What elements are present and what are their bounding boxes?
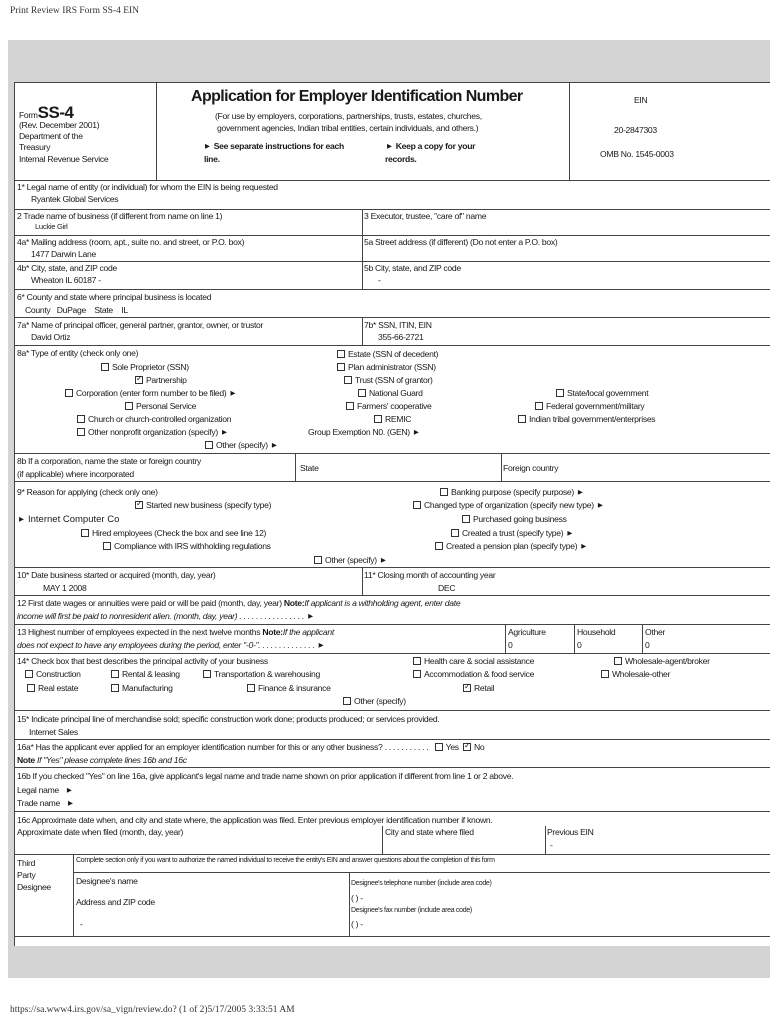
arrow-icon: ▶ <box>581 542 586 550</box>
arrow-icon: ▶ <box>413 428 419 436</box>
line8b-label-2: (if applicable) where incorporated <box>17 469 134 479</box>
created-trust-label: Created a trust (specify type) <box>462 528 564 538</box>
activity-other-checkbox[interactable] <box>343 697 351 705</box>
other-employees-cell <box>642 625 770 653</box>
officer-ssn-value: 355-66-2721 <box>378 332 424 342</box>
line7a-cell <box>15 318 362 345</box>
form-word: Form <box>19 110 38 120</box>
line-16a <box>15 740 770 768</box>
form-header <box>15 83 770 181</box>
pension-plan-checkbox[interactable] <box>435 542 443 550</box>
designee-side-2: Party <box>17 870 36 880</box>
incorporation-state-cell <box>295 454 501 481</box>
line10-cell <box>15 568 362 595</box>
compliance-label: Compliance with IRS withholding regulations <box>114 541 271 551</box>
arrow-icon: ▶ <box>230 389 236 397</box>
designee-side-1: Third <box>17 858 36 868</box>
sole-proprietor-checkbox[interactable] <box>101 363 109 371</box>
national-guard-checkbox[interactable] <box>358 389 366 397</box>
form-title: Application for Employer Identification Number <box>191 88 523 105</box>
line-10-11 <box>15 568 770 596</box>
trade-name-label: Trade name <box>17 798 61 808</box>
tribal-gov-label: Indian tribal government/enterprises <box>529 414 656 424</box>
line13-text-1b: If the applicant <box>282 627 334 637</box>
sole-proprietor-label: Sole Proprietor (SSN) <box>112 362 189 372</box>
line12-note: Note: <box>283 598 305 608</box>
personal-service-label: Personal Service <box>136 401 197 411</box>
line11-cell <box>362 568 770 595</box>
group-exemption-label: Group Exemption N0. (GEN) <box>308 427 410 437</box>
arrow-icon: ▶ <box>380 556 386 564</box>
entity-other-checkbox[interactable] <box>205 441 213 449</box>
line13-text-2: does not expect to have any employees during the period, enter "-0-". . . . . . . . . . . . . . <box>17 640 315 650</box>
finance-insurance-checkbox[interactable] <box>247 684 255 692</box>
line8b-label-1: 8b If a corporation, name the state or foreign country <box>17 456 201 466</box>
construction-label: Construction <box>36 669 81 679</box>
browser-footer-url: https://sa.www4.irs.gov/sa_vign/review.do? (1 of 2)5/17/2005 3:33:51 AM <box>10 1005 295 1015</box>
line14-label: 14* Check box that best describes the principal activity of your business <box>17 656 268 666</box>
line4b-label: 4b* City, state, and ZIP code <box>17 263 117 273</box>
transportation-checkbox[interactable] <box>203 670 211 678</box>
trust-label: Trust (SSN of grantor) <box>355 375 433 385</box>
line12-text-1b: If applicant is a withholding agent, enter date <box>304 598 461 608</box>
designee-side-3: Designee <box>17 882 51 892</box>
designee-phone-value: ( ) - <box>351 893 363 903</box>
remic-label: REMIC <box>385 414 412 424</box>
designee-content <box>73 855 770 936</box>
line-12 <box>15 596 770 625</box>
previous-ein-cell <box>545 826 594 854</box>
arrow-icon: ▶ <box>205 142 210 150</box>
personal-service-checkbox[interactable] <box>125 402 133 410</box>
designee-instructions-row <box>74 855 770 873</box>
transportation-label: Transportation & warehousing <box>214 669 320 679</box>
manufacturing-label: Manufacturing <box>122 683 173 693</box>
previous-ein-value: - <box>550 840 553 850</box>
form-subtitle-1: (For use by employers, corporations, partnerships, trusts, estates, churches, <box>215 111 482 121</box>
line5b-label: 5b City, state, and ZIP code <box>364 263 461 273</box>
accommodation-checkbox[interactable] <box>413 670 421 678</box>
arrow-icon: ▶ <box>19 515 24 523</box>
corporation-label: Corporation (enter form number to be filed) <box>76 388 227 398</box>
arrow-icon: ▶ <box>577 488 583 496</box>
wholesale-agent-checkbox[interactable] <box>614 657 622 665</box>
line-6 <box>15 290 770 318</box>
wholesale-other-checkbox[interactable] <box>601 670 609 678</box>
rental-leasing-label: Rental & leasing <box>122 669 180 679</box>
form-title-block <box>156 83 569 180</box>
designee-phone-label: Designee's telephone number (include area code) <box>351 880 492 887</box>
activity-other-label: Other (specify) <box>354 696 406 706</box>
agriculture-value: 0 <box>508 640 513 650</box>
county-value: DuPage <box>56 305 86 315</box>
line-15 <box>15 711 770 740</box>
line2-label: 2 Trade name of business (if different from name on line 1) <box>17 211 223 221</box>
line4a-label: 4a* Mailing address (room, apt., suite no. and street, or P.O. box) <box>17 237 245 247</box>
changed-org-checkbox[interactable] <box>413 501 421 509</box>
third-party-designee <box>15 855 770 937</box>
wholesale-agent-label: Wholesale-agent/broker <box>625 656 710 666</box>
line8a-label: 8a* Type of entity (check only one) <box>17 348 139 358</box>
irs-label: Internal Revenue Service <box>19 154 109 164</box>
started-business-checkbox[interactable] <box>135 501 143 509</box>
closing-month-value: DEC <box>438 583 456 593</box>
designee-name-cell <box>74 873 349 936</box>
arrow-icon: ▶ <box>308 612 313 620</box>
line16c-label: 16c Approximate date when, and city and state where, the application was filed. Enter previous employer identification number if known. <box>17 815 493 825</box>
line3-cell <box>362 210 770 235</box>
prior-ein-yes-label: Yes <box>445 742 459 752</box>
omb-number: OMB No. 1545-0003 <box>600 149 674 159</box>
foreign-country-cell <box>501 454 770 481</box>
nonprofit-checkbox[interactable] <box>77 428 85 436</box>
line12-text-1: 12 First date wages or annuities were paid or will be paid (month, day, year) <box>17 598 282 608</box>
line12-text-2: income will first be paid to nonresident alien. (month, day, year) . . . . . . . . . . . . . . . . <box>17 611 305 621</box>
department-line1: Department of the <box>19 131 83 141</box>
line16a-note-text: If "Yes" please complete lines 16b and 16c <box>37 755 187 765</box>
city-filed-cell <box>382 826 545 854</box>
household-label: Household <box>577 627 616 637</box>
church-label: Church or church-controlled organization <box>88 414 232 424</box>
copy-note-2: records. <box>385 154 417 164</box>
agriculture-label: Agriculture <box>508 627 546 637</box>
reason-other-checkbox[interactable] <box>314 556 322 564</box>
manufacturing-checkbox[interactable] <box>111 684 119 692</box>
changed-org-label: Changed type of organization (specify new type) <box>424 500 594 510</box>
line15-label: 15* Indicate principal line of merchandise sold; specific construction work done; products produced; or services provided. <box>17 714 440 724</box>
line4b-cell <box>15 262 362 289</box>
city-state-zip-value: Wheaton IL 60187 - <box>31 275 101 285</box>
ein-label: EIN <box>634 95 648 105</box>
designee-address-value: - <box>80 919 83 929</box>
partnership-checkbox[interactable] <box>135 376 143 384</box>
national-guard-label: National Guard <box>369 388 423 398</box>
health-care-checkbox[interactable] <box>413 657 421 665</box>
estate-label: Estate (SSN of decedent) <box>348 349 439 359</box>
line-7 <box>15 318 770 346</box>
city-filed-label: City and state where filed <box>385 827 474 837</box>
designee-name-label: Designee's name <box>76 876 138 886</box>
line-4a-5a <box>15 236 770 262</box>
pension-plan-label: Created a pension plan (specify type) <box>446 541 578 551</box>
ss4-form <box>14 82 770 946</box>
rental-leasing-checkbox[interactable] <box>111 670 119 678</box>
construction-checkbox[interactable] <box>25 670 33 678</box>
arrow-icon: ▶ <box>318 641 324 649</box>
compliance-checkbox[interactable] <box>103 542 111 550</box>
browser-title: Print Review IRS Form SS-4 EIN <box>10 6 140 16</box>
line7b-cell <box>362 318 770 345</box>
line-1 <box>15 181 770 210</box>
trust-checkbox[interactable] <box>344 376 352 384</box>
start-date-value: MAY 1 2008 <box>43 583 87 593</box>
remic-checkbox[interactable] <box>374 415 382 423</box>
prior-ein-no-label: No <box>473 742 485 752</box>
line5a-label: 5a Street address (if different) (Do not enter a P.O. box) <box>364 237 558 247</box>
line8b-cell <box>15 454 295 481</box>
other-employees-value: 0 <box>645 640 650 650</box>
farmers-coop-label: Farmers' cooperative <box>357 401 432 411</box>
county-label: County <box>25 305 51 315</box>
banking-purpose-checkbox[interactable] <box>440 488 448 496</box>
line-14 <box>15 654 770 711</box>
line3-label: 3 Executor, trustee, "care of" name <box>364 211 487 221</box>
line13-note: Note: <box>262 627 283 637</box>
line-16c <box>15 812 770 855</box>
department-line2: Treasury <box>19 142 51 152</box>
line10-label: 10* Date business started or acquired (month, day, year) <box>17 570 216 580</box>
line1-label: 1* Legal name of entity (or individual) for whom the EIN is being requested <box>17 182 278 192</box>
form-number: SS-4 <box>37 103 74 122</box>
plan-admin-label: Plan administrator (SSN) <box>348 362 436 372</box>
line7a-label: 7a* Name of principal officer, general partner, grantor, owner, or trustor <box>17 320 264 330</box>
household-value: 0 <box>577 640 582 650</box>
designee-side-label <box>15 855 73 936</box>
purchased-business-checkbox[interactable] <box>462 515 470 523</box>
previous-ein-label: Previous EIN <box>547 827 594 837</box>
line13-text-1: 13 Highest number of employees expected in the next twelve months <box>17 627 261 637</box>
line7b-label: 7b* SSN, ITIN, EIN <box>364 320 432 330</box>
prior-ein-no-checkbox[interactable] <box>463 743 471 751</box>
line11-label: 11* Closing month of accounting year <box>364 570 496 580</box>
line16a-note: Note <box>17 755 35 765</box>
plan-admin-checkbox[interactable] <box>337 363 345 371</box>
partnership-label: Partnership <box>146 375 187 385</box>
farmers-coop-checkbox[interactable] <box>346 402 354 410</box>
tribal-gov-checkbox[interactable] <box>518 415 526 423</box>
state-local-gov-label: State/local government <box>567 388 649 398</box>
merchandise-value: Internet Sales <box>29 727 78 737</box>
arrow-icon: ▶ <box>68 799 73 807</box>
line16a-label: 16a* Has the applicant ever applied for an employer identification number for this or any other business? . . . . . . . . . . . <box>17 742 429 752</box>
agriculture-cell <box>505 625 574 653</box>
arrow-icon: ▶ <box>222 428 227 436</box>
line-8b <box>15 454 770 482</box>
federal-gov-label: Federal government/military <box>546 401 645 411</box>
line-16b <box>15 768 770 812</box>
line9-label: 9* Reason for applying (check only one) <box>17 487 158 497</box>
designee-fax-label: Designee's fax number (include area code) <box>351 907 472 914</box>
designee-address-label: Address and ZIP code <box>76 897 155 907</box>
line-9 <box>15 482 770 568</box>
form-revision: (Rev. December 2001) <box>19 120 100 130</box>
officer-name-value: David Ortiz <box>31 332 71 342</box>
trade-name-value: Luckie Girl <box>35 222 68 231</box>
line2-cell <box>15 210 362 235</box>
real-estate-checkbox[interactable] <box>27 684 35 692</box>
hired-employees-checkbox[interactable] <box>81 529 89 537</box>
church-checkbox[interactable] <box>77 415 85 423</box>
finance-insurance-label: Finance & insurance <box>258 683 331 693</box>
line5a-cell <box>362 236 770 261</box>
purchased-business-label: Purchased going business <box>473 514 567 524</box>
instructions-note-2: line. <box>204 154 220 164</box>
mailing-address-value: 1477 Darwin Lane <box>31 249 96 259</box>
arrow-icon: ▶ <box>66 786 72 794</box>
business-type-value: Internet Computer Co <box>28 514 120 525</box>
prior-ein-yes-checkbox[interactable] <box>435 743 443 751</box>
arrow-icon: ▶ <box>567 529 573 537</box>
arrow-icon: ▶ <box>271 441 277 449</box>
copy-note-1: Keep a copy for your <box>395 141 476 151</box>
retail-label: Retail <box>474 683 495 693</box>
banking-purpose-label: Banking purpose (specify purpose) <box>451 487 574 497</box>
line-2-3 <box>15 210 770 236</box>
ein-value: 20-2847303 <box>614 125 657 135</box>
line4a-cell <box>15 236 362 261</box>
other-employees-label: Other <box>645 627 665 637</box>
form-subtitle-2: government agencies, Indian tribal entities, certain individuals, and others.) <box>217 123 479 133</box>
line-13 <box>15 625 770 654</box>
reason-other-label: Other (specify) <box>325 555 377 565</box>
state-label: State <box>94 305 113 315</box>
state-local-gov-checkbox[interactable] <box>556 389 564 397</box>
arrow-icon: ▶ <box>597 501 603 509</box>
line16b-label: 16b If you checked "Yes" on line 16a, give applicant's legal name and trade name shown on prior application if different from line 1 or 2 above. <box>17 771 514 781</box>
instructions-note-1: See separate instructions for each <box>213 141 344 151</box>
arrow-icon: ▶ <box>387 142 392 150</box>
nonprofit-label: Other nonprofit organization (specify) <box>88 427 218 437</box>
incorporation-state-label: State <box>300 463 319 473</box>
line13-text-cell <box>15 625 505 653</box>
line-8a <box>15 346 770 454</box>
household-cell <box>574 625 642 653</box>
designee-contact-cell <box>349 873 770 936</box>
federal-gov-checkbox[interactable] <box>535 402 543 410</box>
date-filed-label: Approximate date when filed (month, day, year) <box>17 827 184 837</box>
ein-block <box>569 83 770 180</box>
created-trust-checkbox[interactable] <box>451 529 459 537</box>
legal-name-label: Legal name <box>17 785 59 795</box>
state-value: IL <box>121 305 128 315</box>
designee-fax-value: ( ) - <box>351 919 363 929</box>
foreign-country-label: Foreign country <box>503 463 559 473</box>
legal-name-value: Ryantek Global Services <box>31 194 119 204</box>
line6-label: 6* County and state where principal business is located <box>17 292 212 302</box>
health-care-label: Health care & social assistance <box>424 656 535 666</box>
line5b-cell <box>362 262 770 289</box>
real-estate-label: Real estate <box>38 683 79 693</box>
started-business-label: Started new business (specify type) <box>146 500 272 510</box>
hired-employees-label: Hired employees (Check the box and see line 12) <box>92 528 267 538</box>
line-4b-5b <box>15 262 770 290</box>
designee-instructions: Complete section only if you want to authorize the named individual to receive the entity's EIN and answer questions about the completion of this form <box>76 857 495 864</box>
estate-checkbox[interactable] <box>337 350 345 358</box>
accommodation-label: Accommodation & food service <box>424 669 535 679</box>
entity-other-label: Other (specify) <box>216 440 268 450</box>
form-id-block <box>15 83 156 180</box>
retail-checkbox[interactable] <box>463 684 471 692</box>
line5b-value: - <box>378 275 381 285</box>
corporation-checkbox[interactable] <box>65 389 73 397</box>
wholesale-other-label: Wholesale-other <box>612 669 671 679</box>
